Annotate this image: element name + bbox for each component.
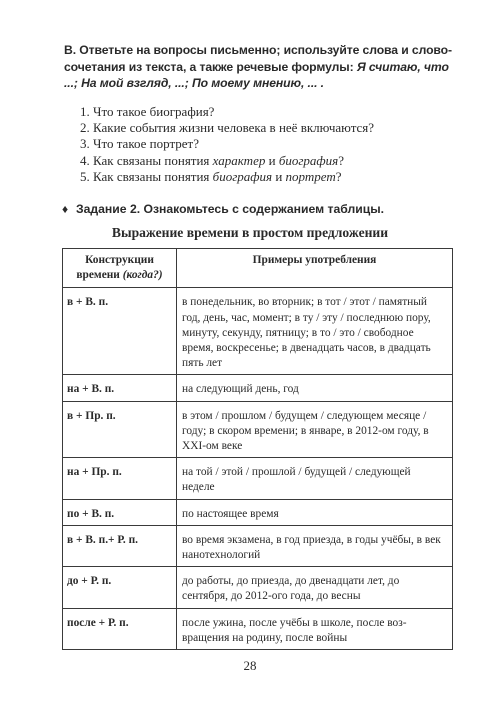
question-text: ? [338, 152, 344, 168]
example-cell: до работы, до приезда, до двенадцати лет, до сентября, до 2012-ого года, до весны [177, 567, 453, 608]
table-row [63, 375, 453, 401]
table-row [63, 401, 453, 458]
question-text: и [272, 168, 286, 184]
table-header-row [63, 249, 453, 288]
example-cell: на следующий день, год [177, 375, 453, 401]
task-b-formulas: Я считаю, что ...; На мой взгляд, ...; По моему мнению, ... . [64, 59, 449, 90]
header-constructions [63, 249, 177, 288]
question-text: 4. Как связаны понятия [80, 152, 213, 168]
construction-cell: после + Р. п. [63, 608, 177, 649]
example-cell: по настоящее время [177, 499, 453, 525]
question-text: 2. Какие события жизни человека в неё включаются? [80, 120, 375, 136]
task-2-text: Задание 2. Ознакомьтесь с содержанием таблицы. [76, 202, 385, 216]
example-cell: в этом / прошлом / будущем / следующем месяце / году; в скором времени; в январе, в 2012-ом году, в XXI-ом веке [177, 401, 453, 458]
header-examples [177, 249, 453, 288]
questions-list [80, 104, 374, 185]
construction-cell: на + Пр. п. [63, 458, 177, 499]
question-item [80, 153, 374, 169]
header-col1-line2: времени [76, 269, 123, 282]
construction-cell: на + В. п. [63, 375, 177, 401]
construction-cell: в + В. п. [63, 288, 177, 375]
table-title: Выражение времени в простом предложении [111, 225, 389, 240]
task-b-instruction [64, 42, 454, 92]
table-row [63, 288, 453, 375]
question-item [80, 136, 374, 152]
table-row [63, 608, 453, 649]
time-expression-table [62, 248, 453, 650]
question-item [80, 169, 374, 185]
question-text: 5. Как связаны понятия [80, 168, 213, 184]
table-row [63, 567, 453, 608]
question-term: биография [212, 168, 273, 184]
construction-cell: в + В. п.+ Р. п. [63, 525, 177, 566]
header-col2-text: Примеры употребления [252, 254, 377, 266]
question-term: портрет [285, 168, 336, 184]
table-row [63, 458, 453, 499]
table-row [63, 499, 453, 525]
question-term: характер [212, 152, 266, 168]
question-text: 1. Что такое биография? [80, 104, 215, 119]
example-cell: на той / этой / прошлой / будущей / следующей неделе [177, 458, 453, 499]
question-text: 3. Что такое портрет? [80, 136, 199, 152]
question-item [80, 104, 374, 120]
question-text: и [265, 152, 279, 168]
example-cell: после ужина, после учёбы в школе, после возвращения на родину, после войны [177, 608, 453, 649]
construction-cell: до + Р. п. [63, 567, 177, 608]
header-col1-question: (когда?) [122, 269, 163, 282]
example-cell: в понедельник, во вторник; в тот / этот / памятный год, день, час, момент; в ту / эту / последнюю пору, минуту, секунду, пятницу; в то / это / свободное время, воскресенье; в двенадцать часов, в двадцать пять лет [177, 288, 453, 375]
question-item [80, 120, 374, 136]
page-number: 28 [243, 658, 257, 673]
task-b-lead: В. Ответьте на вопросы письменно; используйте слова и словосочетания из текста, а также речевые формулы: [64, 43, 453, 74]
diamond-bullet-icon: ♦ [62, 202, 69, 216]
example-cell: во время экзамена, в год приезда, в годы учёбы, в век нанотехнологий [177, 525, 453, 566]
construction-cell: по + В. п. [63, 499, 177, 525]
header-col1-line1: Конструкции [85, 254, 154, 266]
question-term: биография [278, 152, 339, 168]
table-row [63, 525, 453, 566]
question-text: ? [335, 168, 342, 184]
construction-cell: в + Пр. п. [63, 401, 177, 458]
task-2-heading [62, 202, 384, 216]
